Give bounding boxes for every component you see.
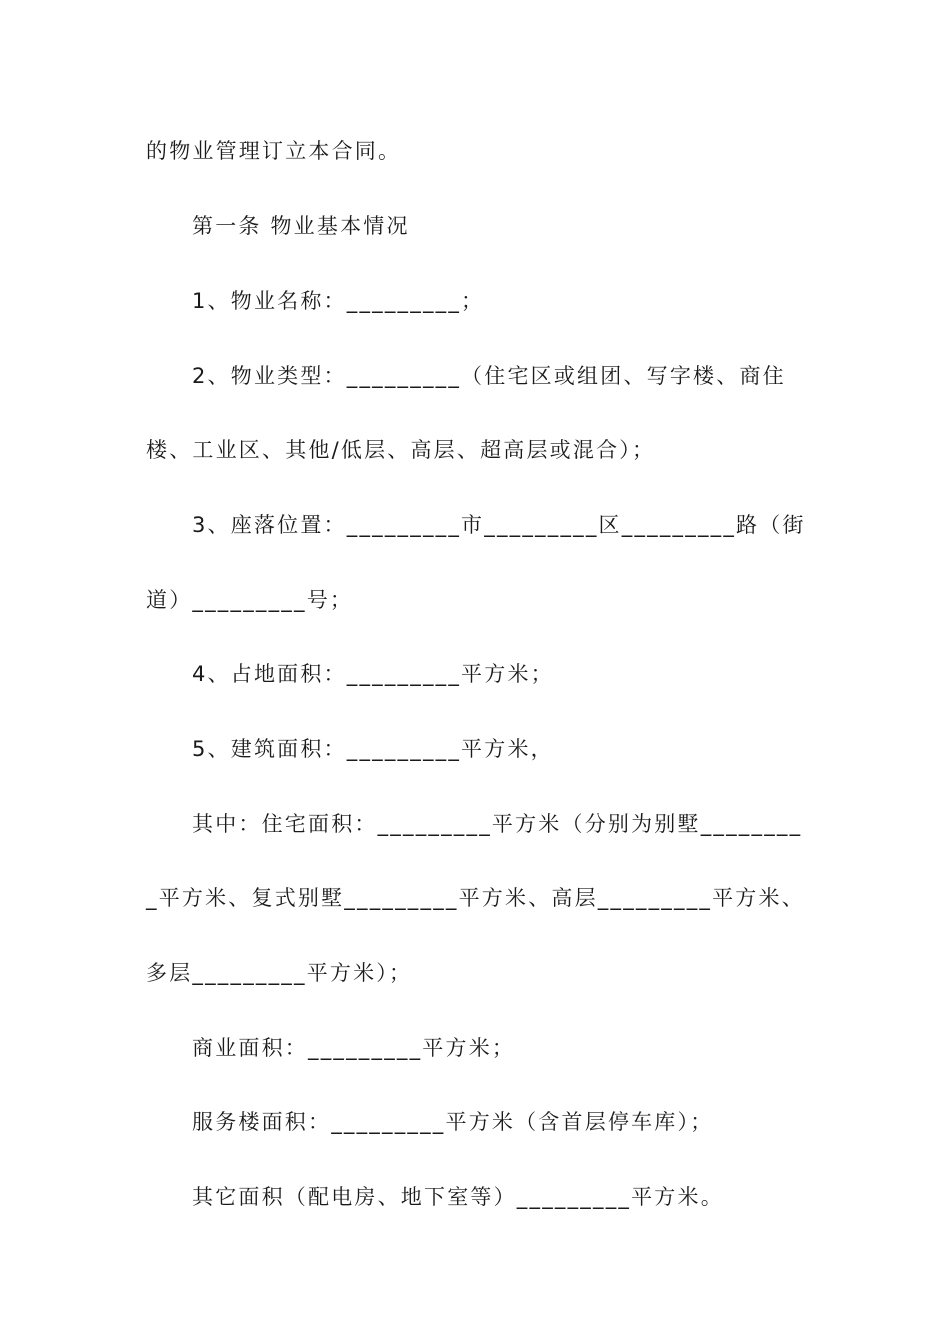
property-type-line: 2、物业类型：_________（住宅区或组团、写字楼、商住 [192,364,786,388]
article-heading: 第一条 物业基本情况 [192,214,410,238]
other-area-line: 其它面积（配电房、地下室等）_________平方米。 [192,1185,724,1209]
commercial-area-line: 商业面积：_________平方米； [192,1036,516,1060]
residential-area-continued: _平方米、复式别墅_________平方米、高层_________平方米、 [146,886,805,910]
location-continued: 道）_________号； [146,588,354,612]
location-line: 3、座落位置：_________市_________区_________路（街 [192,513,806,537]
residential-area-line: 其中：住宅面积：_________平方米（分别为别墅________ [192,812,803,836]
building-area-line: 5、建筑面积：_________平方米， [192,737,554,761]
property-name-line: 1、物业名称：_________； [192,289,485,313]
multistory-area-line: 多层_________平方米）； [146,961,413,985]
service-building-area-line: 服务楼面积：_________平方米（含首层停车库）； [192,1110,714,1134]
contract-text-line: 的物业管理订立本合同。 [146,139,402,163]
property-type-continued: 楼、工业区、其他/低层、高层、超高层或混合）； [146,438,656,462]
land-area-line: 4、占地面积：_________平方米； [192,662,554,686]
